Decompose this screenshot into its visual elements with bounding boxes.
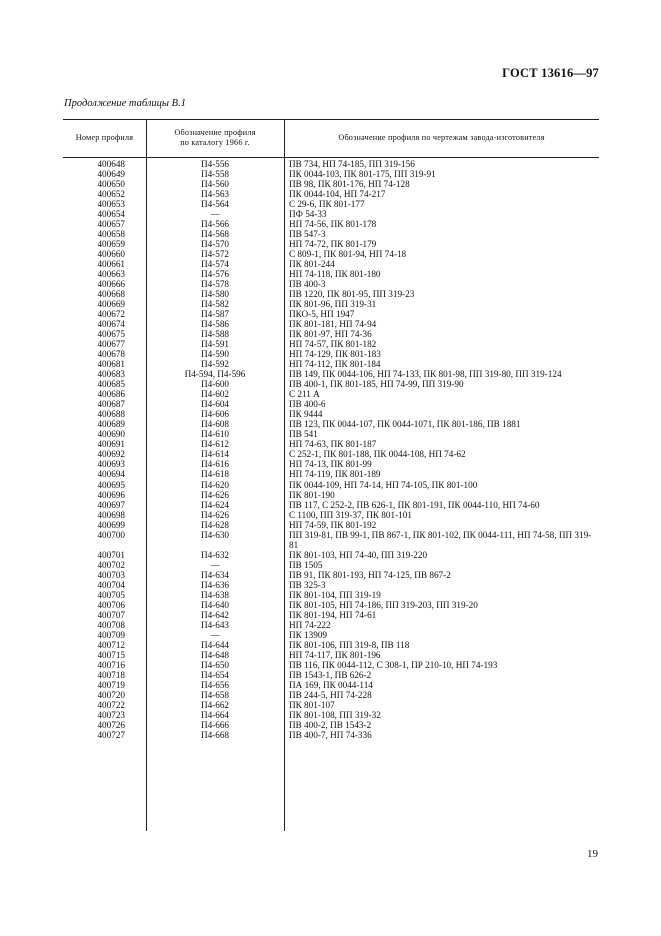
- profile-number-cell: 400675: [97, 329, 125, 340]
- table-row: [63, 490, 599, 500]
- factory-designation-cell: ПК 801-108, ПП 319-32: [289, 709, 381, 720]
- table-row: [63, 309, 599, 319]
- factory-designation-cell: ПФ 54-33: [289, 209, 327, 220]
- table-row: [63, 570, 599, 580]
- profile-number-cell: 400718: [97, 669, 125, 680]
- catalog-designation-cell: П4-600: [200, 379, 230, 390]
- catalog-designation-cell: П4-591: [200, 339, 230, 350]
- profile-number-cell: 400706: [97, 599, 125, 610]
- profile-number-cell: 400652: [97, 189, 125, 200]
- table-row: [63, 319, 599, 329]
- catalog-designation-cell: П4-606: [200, 409, 230, 420]
- profile-number-cell: 400654: [97, 209, 125, 220]
- factory-designation-cell: ПК 801-194, НП 74-61: [289, 609, 377, 620]
- table-row: [63, 359, 599, 369]
- factory-designation-cell: ПК 801-96, ПП 319-31: [289, 299, 377, 310]
- profile-number-cell: 400677: [97, 339, 125, 350]
- factory-designation-cell: НП 74-59, ПК 801-192: [289, 519, 377, 530]
- catalog-designation-cell: —: [210, 629, 220, 640]
- factory-designation-cell: НП 74-72, ПК 801-179: [289, 239, 377, 250]
- factory-designation-cell: ПВ 91, ПК 801-193, НП 74-125, ПВ 867-2: [289, 569, 451, 580]
- factory-designation-cell: ПК 0044-103, ПК 801-175, ПП 319-91: [289, 169, 436, 180]
- table-row: [63, 720, 599, 730]
- profile-number-cell: 400674: [97, 319, 125, 330]
- catalog-designation-cell: П4-570: [200, 239, 230, 250]
- profile-number-cell: 400722: [97, 699, 125, 710]
- catalog-designation-cell: П4-580: [200, 289, 230, 300]
- profile-number-cell: 400716: [97, 659, 125, 670]
- table-row: [63, 209, 599, 219]
- profiles-table: [63, 119, 599, 831]
- factory-designation-cell: ПК 13909: [289, 629, 328, 640]
- table-row: [63, 660, 599, 670]
- table-row: [63, 409, 599, 419]
- catalog-designation-cell: П4-616: [200, 459, 230, 470]
- factory-designation-cell: НП 74-129, ПК 801-183: [289, 349, 381, 360]
- catalog-designation-cell: П4-564: [200, 199, 230, 210]
- table-row: [63, 600, 599, 610]
- table-row: [63, 710, 599, 720]
- factory-designation-cell: НП 74-112, ПК 801-184: [289, 359, 381, 370]
- profile-number-cell: 400683: [97, 369, 125, 380]
- factory-designation-cell: ПК 801-244: [289, 259, 335, 270]
- catalog-designation-cell: П4-620: [200, 479, 230, 490]
- catalog-designation-cell: П4-643: [200, 619, 230, 630]
- catalog-designation-cell: П4-578: [200, 279, 230, 290]
- factory-designation-cell: С 29-6, ПК 801-177: [289, 199, 365, 210]
- profile-number-cell: 400672: [97, 309, 125, 320]
- profile-number-cell: 400661: [97, 259, 125, 270]
- factory-designation-cell: НП 74-117, ПК 801-196: [289, 649, 381, 660]
- catalog-designation-cell: П4-560: [200, 179, 230, 190]
- catalog-designation-cell: П4-642: [200, 609, 230, 620]
- catalog-designation-cell: П4-624: [200, 499, 230, 510]
- profile-number-cell: 400704: [97, 579, 125, 590]
- table-row: [63, 429, 599, 439]
- table-row: [63, 670, 599, 680]
- catalog-designation-cell: П4-610: [200, 429, 230, 440]
- table-row: [63, 680, 599, 690]
- table-row: [63, 650, 599, 660]
- profile-number-cell: 400701: [97, 549, 125, 560]
- catalog-designation-cell: П4-582: [200, 299, 230, 310]
- table-row: [63, 159, 599, 169]
- table-row: [63, 469, 599, 479]
- table-row: [63, 189, 599, 199]
- table-row: [63, 620, 599, 630]
- profile-number-cell: 400687: [97, 399, 125, 410]
- catalog-designation-cell: П4-664: [200, 709, 230, 720]
- table-row: [63, 459, 599, 469]
- profile-number-cell: 400660: [97, 249, 125, 260]
- table-row: [63, 239, 599, 249]
- factory-designation-cell: НП 74-57, ПК 801-182: [289, 339, 377, 350]
- catalog-designation-cell: П4-587: [200, 309, 230, 320]
- catalog-designation-cell: П4-658: [200, 689, 230, 700]
- factory-designation-cell: ПВ 400-2, ПВ 1543-2: [289, 719, 372, 730]
- profile-number-cell: 400709: [97, 629, 125, 640]
- table-row: [63, 590, 599, 600]
- factory-designation-cell: ПКО-5, НП 1947: [289, 309, 355, 320]
- profile-number-cell: 400712: [97, 639, 125, 650]
- table-header-border: [63, 157, 599, 158]
- factory-designation-cell: ПК 801-106, ПП 319-8, ПВ 118: [289, 639, 410, 650]
- table-row: [63, 630, 599, 640]
- table-row: [63, 640, 599, 650]
- profile-number-cell: 400695: [97, 479, 125, 490]
- factory-designation-cell: НП 74-63, ПК 801-187: [289, 439, 377, 450]
- profile-number-cell: 400685: [97, 379, 125, 390]
- profile-number-cell: 400658: [97, 229, 125, 240]
- profile-number-cell: 400669: [97, 299, 125, 310]
- profile-number-cell: 400668: [97, 289, 125, 300]
- profile-number-cell: 400715: [97, 649, 125, 660]
- factory-designation-cell: С 211 А: [289, 389, 320, 400]
- catalog-designation-cell: П4-574: [200, 259, 230, 270]
- profile-number-cell: 400653: [97, 199, 125, 210]
- catalog-designation-cell: П4-594, П4-596: [184, 369, 246, 380]
- catalog-designation-cell: П4-634: [200, 569, 230, 580]
- profile-number-cell: 400650: [97, 179, 125, 190]
- page-number: 19: [587, 848, 598, 860]
- profile-number-cell: 400707: [97, 609, 125, 620]
- factory-designation-cell: ПВ 400-3: [289, 279, 326, 290]
- table-row: [63, 199, 599, 209]
- catalog-designation-cell: П4-558: [200, 169, 230, 180]
- table-row: [63, 480, 599, 490]
- catalog-designation-cell: —: [210, 559, 220, 570]
- factory-designation-cell: ПК 0044-104, НП 74-217: [289, 189, 386, 200]
- catalog-designation-cell: П4-628: [200, 519, 230, 530]
- profile-number-cell: 400688: [97, 409, 125, 420]
- table-row: [63, 169, 599, 179]
- profile-number-cell: 400696: [97, 489, 125, 500]
- factory-designation-cell: ПВ 116, ПК 0044-112, С 308-1, ПР 210-10, НП 74-193: [289, 659, 498, 670]
- profile-number-cell: 400666: [97, 279, 125, 290]
- factory-designation-cell: ПК 801-97, НП 74-36: [289, 329, 372, 340]
- factory-designation-cell: НП 74-56, ПК 801-178: [289, 219, 377, 230]
- factory-designation-cell: ПВ 98, ПК 801-176, НП 74-128: [289, 179, 410, 190]
- catalog-designation-cell: П4-563: [200, 189, 230, 200]
- catalog-designation-cell: П4-612: [200, 439, 230, 450]
- catalog-designation-cell: П4-626: [200, 489, 230, 500]
- profile-number-cell: 400700: [97, 529, 125, 540]
- factory-designation-cell: ПВ 1220, ПК 801-95, ПП 319-23: [289, 289, 415, 300]
- table-row: [63, 179, 599, 189]
- table-row: [63, 439, 599, 449]
- catalog-designation-cell: П4-638: [200, 589, 230, 600]
- header-factory-designation: Обозначение профиля по чертежам завода-изготовителя: [338, 133, 545, 142]
- header-profile-number: Номер профиля: [75, 133, 134, 142]
- profile-number-cell: 400681: [97, 359, 125, 370]
- table-row: [63, 259, 599, 269]
- factory-designation-cell: ПК 801-181, НП 74-94: [289, 319, 377, 330]
- profile-number-cell: 400702: [97, 559, 125, 570]
- catalog-designation-cell: П4-568: [200, 229, 230, 240]
- factory-designation-cell: ПВ 117, С 252-2, ПВ 626-1, ПК 801-191, ПК 0044-110, НП 74-60: [289, 499, 540, 510]
- factory-designation-cell: ПВ 149, ПК 0044-106, НП 74-133, ПК 801-98, ПП 319-80, ПП 319-124: [289, 369, 562, 380]
- factory-designation-cell: ПК 801-105, НП 74-186, ПП 319-203, ПП 319-20: [289, 599, 478, 610]
- catalog-designation-cell: П4-636: [200, 579, 230, 590]
- catalog-designation-cell: П4-588: [200, 329, 230, 340]
- table-row: [63, 399, 599, 409]
- catalog-designation-cell: П4-572: [200, 249, 230, 260]
- table-row: [63, 339, 599, 349]
- catalog-designation-cell: П4-644: [200, 639, 230, 650]
- standard-title: ГОСТ 13616—97: [502, 66, 599, 80]
- catalog-designation-cell: П4-632: [200, 549, 230, 560]
- table-row: [63, 730, 599, 740]
- profile-number-cell: 400703: [97, 569, 125, 580]
- profile-number-cell: 400691: [97, 439, 125, 450]
- table-row: [63, 560, 599, 570]
- catalog-designation-cell: П4-626: [200, 509, 230, 520]
- catalog-designation-cell: П4-618: [200, 469, 230, 480]
- catalog-designation-cell: П4-556: [200, 159, 230, 169]
- catalog-designation-cell: П4-650: [200, 659, 230, 670]
- factory-designation-cell: ПК 0044-109, НП 74-14, НП 74-105, ПК 801-100: [289, 479, 478, 490]
- table-row: [63, 700, 599, 710]
- profile-number-cell: 400708: [97, 619, 125, 630]
- table-row: [63, 249, 599, 259]
- catalog-designation-cell: П4-668: [200, 729, 230, 740]
- catalog-designation-cell: П4-586: [200, 319, 230, 330]
- catalog-designation-cell: П4-648: [200, 649, 230, 660]
- factory-designation-cell: ПВ 1543-1, ПВ 626-2: [289, 669, 372, 680]
- factory-designation-cell: С 252-1, ПК 801-188, ПК 0044-108, НП 74-62: [289, 449, 466, 460]
- profile-number-cell: 400705: [97, 589, 125, 600]
- catalog-designation-cell: П4-662: [200, 699, 230, 710]
- table-row: [63, 369, 599, 379]
- profile-number-cell: 400699: [97, 519, 125, 530]
- table-row: [63, 449, 599, 459]
- table-row: [63, 229, 599, 239]
- table-row: [63, 349, 599, 359]
- catalog-designation-cell: П4-608: [200, 419, 230, 430]
- profile-number-cell: 400689: [97, 419, 125, 430]
- factory-designation-cell: ПА 169, ПК 0044-114: [289, 679, 373, 690]
- table-row: [63, 389, 599, 399]
- catalog-designation-cell: П4-602: [200, 389, 230, 400]
- catalog-designation-cell: П4-592: [200, 359, 230, 370]
- profile-number-cell: 400726: [97, 719, 125, 730]
- factory-designation-cell: С 1100, ПП 319-37, ПК 801-101: [289, 509, 412, 520]
- catalog-designation-cell: П4-576: [200, 269, 230, 280]
- factory-designation-cell: ПВ 400-7, НП 74-336: [289, 729, 372, 740]
- factory-designation-cell: ПВ 541: [289, 429, 318, 440]
- table-body: [63, 159, 599, 740]
- catalog-designation-cell: П4-666: [200, 719, 230, 730]
- table-row: [63, 299, 599, 309]
- factory-designation-cell: ПК 801-107: [289, 699, 335, 710]
- catalog-designation-cell: П4-656: [200, 679, 230, 690]
- header-catalog-designation: Обозначение профиля по каталогу 1966 г.: [174, 128, 256, 147]
- table-row: [63, 530, 599, 550]
- catalog-designation-cell: П4-590: [200, 349, 230, 360]
- factory-designation-cell: ПВ 1505: [289, 559, 323, 570]
- table-caption: Продолжение таблицы В.1: [64, 98, 186, 109]
- catalog-designation-cell: П4-566: [200, 219, 230, 230]
- factory-designation-cell: ПК 801-103, НП 74-40, ПП 319-220: [289, 549, 428, 560]
- table-row: [63, 690, 599, 700]
- factory-designation-cell: С 809-1, ПК 801-94, НП 74-18: [289, 249, 407, 260]
- factory-designation-cell: НП 74-222: [289, 619, 331, 630]
- factory-designation-cell: ПК 9444: [289, 409, 323, 420]
- profile-number-cell: 400663: [97, 269, 125, 280]
- profile-number-cell: 400649: [97, 169, 125, 180]
- factory-designation-cell: ПВ 547-3: [289, 229, 326, 240]
- factory-designation-cell: ПВ 400-1, ПК 801-185, НП 74-99, ПП 319-90: [289, 379, 464, 390]
- profile-number-cell: 400678: [97, 349, 125, 360]
- profile-number-cell: 400692: [97, 449, 125, 460]
- profile-number-cell: 400693: [97, 459, 125, 470]
- table-row: [63, 510, 599, 520]
- profile-number-cell: 400690: [97, 429, 125, 440]
- table-row: [63, 219, 599, 229]
- profile-number-cell: 400659: [97, 239, 125, 250]
- table-row: [63, 550, 599, 560]
- table-row: [63, 419, 599, 429]
- factory-designation-cell: НП 74-13, ПК 801-99: [289, 459, 372, 470]
- table-row: [63, 610, 599, 620]
- catalog-designation-cell: П4-614: [200, 449, 230, 460]
- catalog-designation-cell: П4-630: [200, 529, 230, 540]
- factory-designation-cell: ПП 319-81, ПВ 99-1, ПВ 867-1, ПК 801-102, ПК 0044-111, НП 74-58, ПП 319-81: [289, 529, 592, 550]
- profile-number-cell: 400697: [97, 499, 125, 510]
- profile-number-cell: 400719: [97, 679, 125, 690]
- catalog-designation-cell: —: [210, 209, 220, 220]
- factory-designation-cell: ПВ 123, ПК 0044-107, ПК 0044-1071, ПК 801-186, ПВ 1881: [289, 419, 521, 430]
- catalog-designation-cell: П4-640: [200, 599, 230, 610]
- factory-designation-cell: НП 74-118, ПК 801-180: [289, 269, 381, 280]
- factory-designation-cell: ПК 801-190: [289, 489, 335, 500]
- table-row: [63, 580, 599, 590]
- profile-number-cell: 400727: [97, 729, 125, 740]
- table-row: [63, 289, 599, 299]
- table-row: [63, 269, 599, 279]
- table-row: [63, 329, 599, 339]
- profile-number-cell: 400648: [97, 159, 125, 169]
- table-row: [63, 500, 599, 510]
- table-row: [63, 279, 599, 289]
- factory-designation-cell: НП 74-119, ПК 801-189: [289, 469, 381, 480]
- catalog-designation-cell: П4-654: [200, 669, 230, 680]
- profile-number-cell: 400657: [97, 219, 125, 230]
- factory-designation-cell: ПВ 244-5, НП 74-228: [289, 689, 372, 700]
- factory-designation-cell: ПВ 400-6: [289, 399, 326, 410]
- factory-designation-cell: ПК 801-104, ПП 319-19: [289, 589, 381, 600]
- profile-number-cell: 400723: [97, 709, 125, 720]
- profile-number-cell: 400698: [97, 509, 125, 520]
- table-row: [63, 520, 599, 530]
- factory-designation-cell: ПВ 325-3: [289, 579, 326, 590]
- table-row: [63, 379, 599, 389]
- profile-number-cell: 400686: [97, 389, 125, 400]
- catalog-designation-cell: П4-604: [200, 399, 230, 410]
- profile-number-cell: 400694: [97, 469, 125, 480]
- factory-designation-cell: ПВ 734, НП 74-185, ПП 319-156: [289, 159, 415, 169]
- profile-number-cell: 400720: [97, 689, 125, 700]
